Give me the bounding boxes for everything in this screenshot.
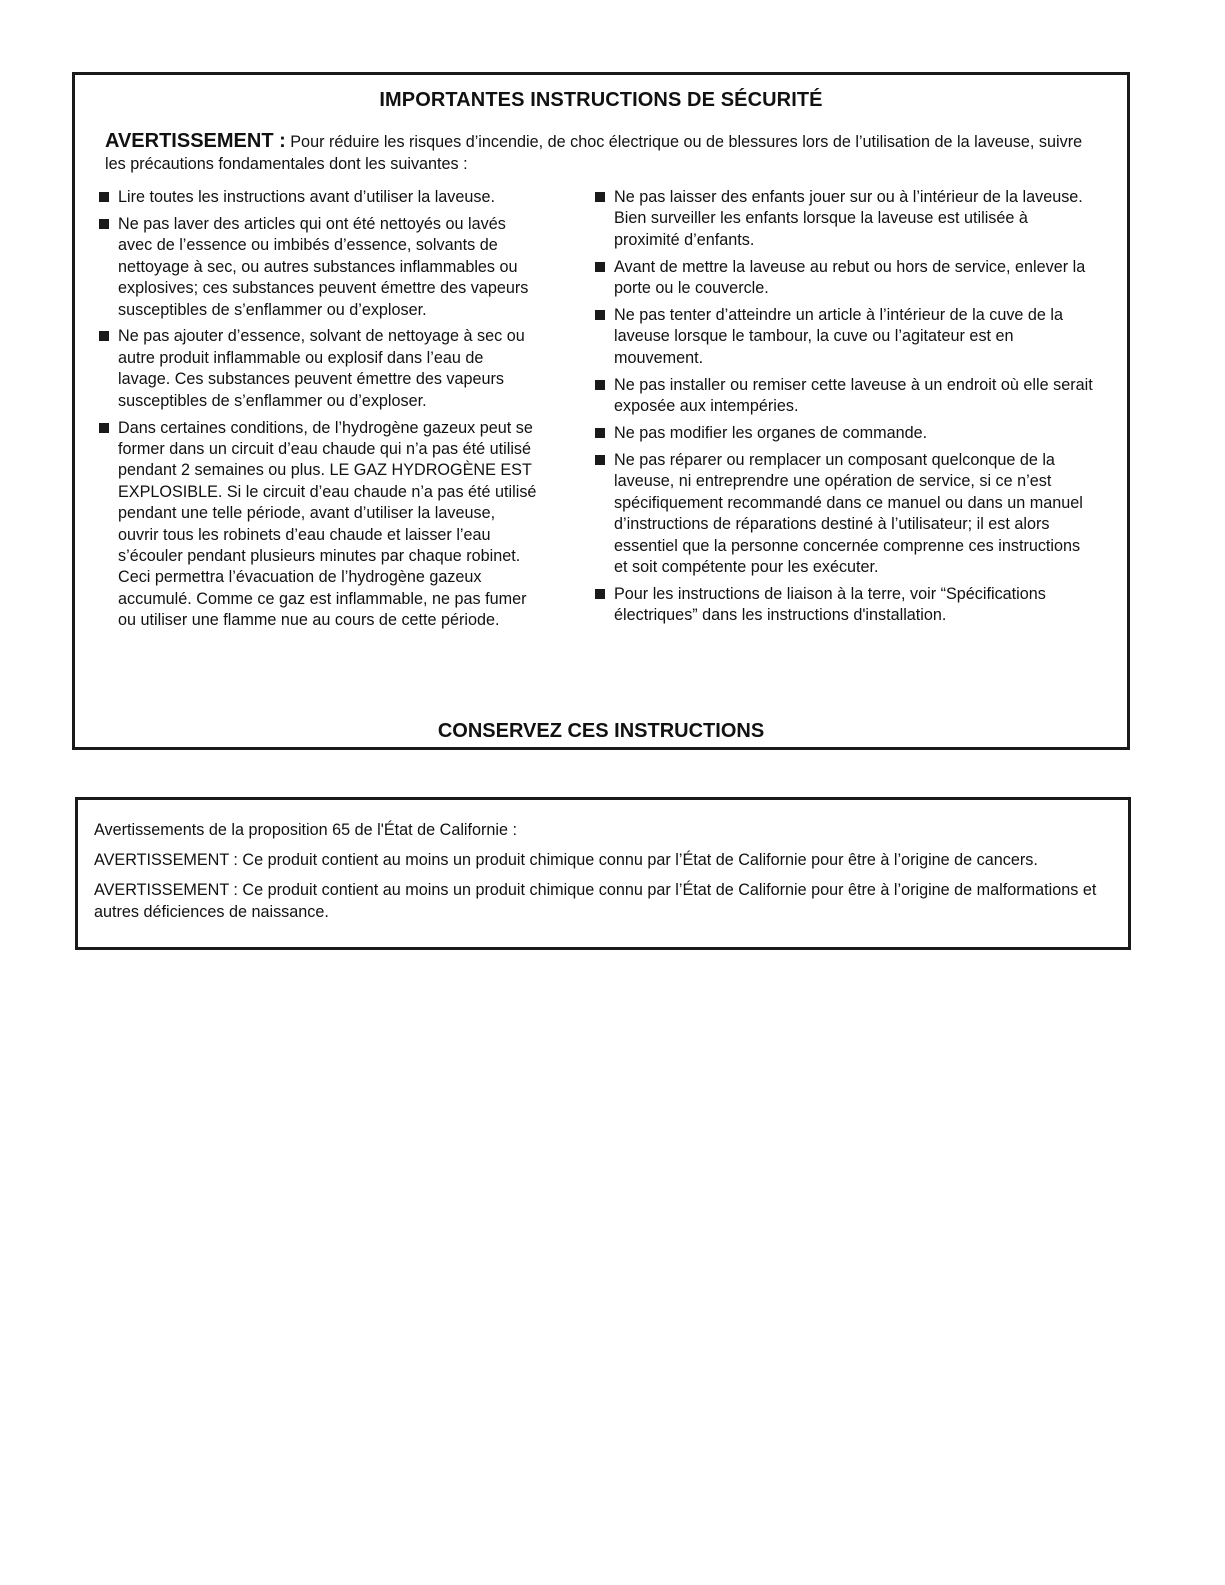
square-bullet-icon bbox=[99, 219, 109, 229]
prop65-warning-box bbox=[75, 797, 1131, 950]
square-bullet-icon bbox=[99, 423, 109, 433]
safety-item bbox=[593, 257, 1093, 300]
safety-item bbox=[97, 187, 537, 208]
square-bullet-icon bbox=[595, 380, 605, 390]
square-bullet-icon bbox=[595, 589, 605, 599]
square-bullet-icon bbox=[595, 428, 605, 438]
prop65-warning-birth-defects: AVERTISSEMENT : Ce produit contient au moins un produit chimique connu par l’État de Californie pour être à l’origine de malformations et autres déficiences de naissance. bbox=[94, 881, 1097, 921]
safety-list-left bbox=[97, 187, 537, 637]
safety-item bbox=[97, 418, 537, 632]
safety-item-text: Ne pas installer ou remiser cette laveuse à un endroit où elle serait exposée aux intempéries. bbox=[614, 375, 1093, 416]
square-bullet-icon bbox=[99, 331, 109, 341]
safety-item-text: Pour les instructions de liaison à la terre, voir “Spécifications électriques” dans les instructions d'installation. bbox=[614, 584, 1046, 625]
safety-item bbox=[593, 423, 1093, 444]
safety-item-text: Ne pas modifier les organes de commande. bbox=[614, 424, 928, 443]
square-bullet-icon bbox=[595, 310, 605, 320]
safety-item bbox=[593, 375, 1093, 418]
safety-title: IMPORTANTES INSTRUCTIONS DE SÉCURITÉ bbox=[379, 89, 823, 111]
warning-intro-text: Pour réduire les risques d’incendie, de choc électrique ou de blessures lors de l’utilisation de la laveuse, suivre les précautions fondamentales dont les suivantes : bbox=[105, 133, 1083, 173]
safety-item bbox=[593, 450, 1093, 578]
safety-instructions-box bbox=[72, 72, 1130, 750]
safety-item-text: Dans certaines conditions, de l’hydrogène gazeux peut se former dans un circuit d’eau chaude qui n’a pas été utilisé pendant 2 semaines ou plus. LE GAZ HYDROGÈNE EST EXPLOSIBLE. Si le circuit d’eau chaude n’a pas été utilisé pendant une telle période, avant d’utiliser la laveuse, ouvrir tous les robinets d’eau chaude et laisser l’eau s’écouler pendant plusieurs minutes par chaque robinet. Ceci permettra l’évacuation de l’hydrogène gazeux accumulé. Comme ce gaz est inflammable, ne pas fumer ou utiliser une flamme nue au cours de cette période. bbox=[118, 418, 537, 630]
safety-list-right bbox=[593, 187, 1093, 632]
safety-item bbox=[593, 305, 1093, 369]
safety-item-text: Ne pas laisser des enfants jouer sur ou à l’intérieur de la laveuse. Bien surveiller les enfants lorsque la laveuse est utilisée à proximité d’enfants. bbox=[614, 188, 1083, 249]
warning-intro bbox=[105, 130, 1087, 175]
safety-item-text: Ne pas tenter d’atteindre un article à l’intérieur de la cuve de la laveuse lorsque le tambour, la cuve ou l’agitateur est en mouvement. bbox=[614, 306, 1064, 367]
save-instructions-title: CONSERVEZ CES INSTRUCTIONS bbox=[437, 720, 765, 742]
safety-item-text: Ne pas réparer ou remplacer un composant quelconque de la laveuse, ni entreprendre une opération de service, si ce n’est spécifiquement recommandé dans ce manuel ou dans un manuel d’instructions de réparations destiné à l’utilisateur; il est alors essentiel que la personne concernée comprenne ces instructions et soit compétente pour les exécuter. bbox=[614, 450, 1083, 576]
safety-item bbox=[97, 214, 537, 321]
safety-item-text: Lire toutes les instructions avant d’utiliser la laveuse. bbox=[118, 188, 495, 206]
safety-item-text: Ne pas laver des articles qui ont été nettoyés ou lavés avec de l’essence ou imbibés d’essence, solvants de nettoyage à sec, ou autres substances inflammables ou explosives; ces substances peuvent émettre des vapeurs susceptibles de s’enflammer ou d’exploser. bbox=[118, 214, 529, 319]
square-bullet-icon bbox=[595, 455, 605, 465]
safety-item bbox=[593, 584, 1093, 627]
warning-label: AVERTISSEMENT : bbox=[105, 130, 286, 152]
prop65-warning-cancer: AVERTISSEMENT : Ce produit contient au moins un produit chimique connu par l’État de Californie pour être à l’origine de cancers. bbox=[94, 851, 1038, 869]
square-bullet-icon bbox=[99, 192, 109, 202]
square-bullet-icon bbox=[595, 262, 605, 272]
prop65-heading: Avertissements de la proposition 65 de l'État de Californie : bbox=[94, 821, 518, 839]
safety-item bbox=[593, 187, 1093, 251]
square-bullet-icon bbox=[595, 192, 605, 202]
safety-item-text: Avant de mettre la laveuse au rebut ou hors de service, enlever la porte ou le couvercle. bbox=[614, 257, 1086, 298]
safety-item-text: Ne pas ajouter d’essence, solvant de nettoyage à sec ou autre produit inflammable ou explosif dans l’eau de lavage. Ces substances peuvent émettre des vapeurs susceptibles de s’enflammer ou d’exploser. bbox=[118, 327, 525, 410]
safety-item bbox=[97, 326, 537, 412]
